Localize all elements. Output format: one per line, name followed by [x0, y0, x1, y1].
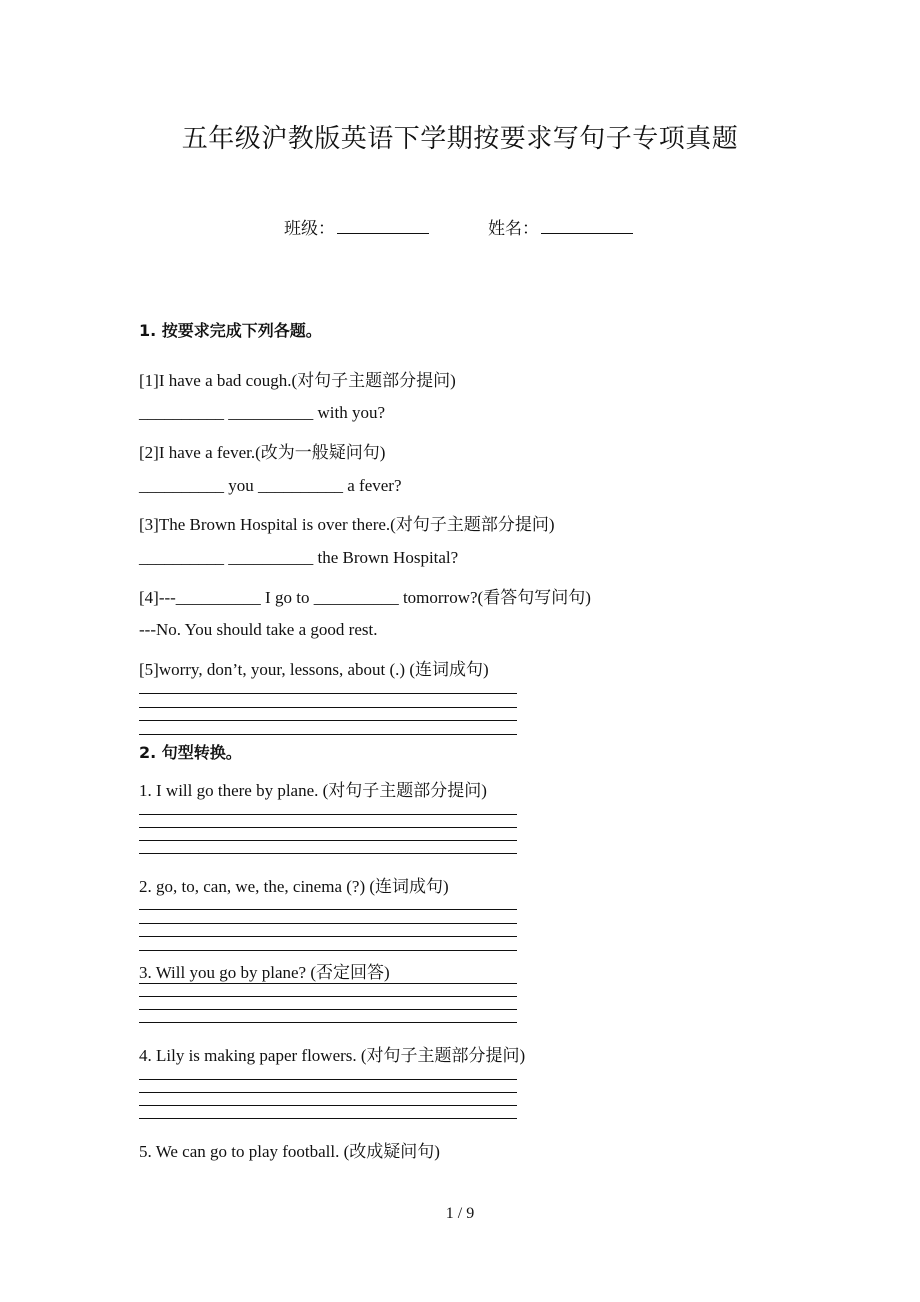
answer-line[interactable]	[139, 923, 517, 924]
answer-line[interactable]	[139, 707, 517, 708]
s1-q4: [4]---__________ I go to __________ tomorrow?(看答句写问句)	[139, 588, 591, 607]
section2-heading: 2. 句型转换。	[139, 743, 242, 762]
s1-q3: [3]The Brown Hospital is over there.(对句子主题部分提问)	[139, 515, 555, 534]
answer-line[interactable]	[139, 853, 517, 854]
s2-q5: 5. We can go to play football. (改成疑问句)	[139, 1142, 440, 1161]
s2-q4: 4. Lily is making paper flowers. (对句子主题部分提问)	[139, 1046, 526, 1065]
s1-a4: ---No. You should take a good rest.	[139, 620, 378, 639]
s1-a2[interactable]: __________ you __________ a fever?	[139, 476, 402, 495]
answer-line[interactable]	[139, 827, 517, 828]
answer-line[interactable]	[139, 1118, 517, 1119]
answer-line[interactable]	[139, 734, 517, 735]
s1-q1: [1]I have a bad cough.(对句子主题部分提问)	[139, 371, 456, 390]
s1-a1[interactable]: __________ __________ with you?	[139, 403, 386, 422]
s1-a3[interactable]: __________ __________ the Brown Hospital?	[139, 548, 459, 567]
s2-q2: 2. go, to, can, we, the, cinema (?) (连词成句)	[139, 877, 449, 896]
s1-q5: [5]worry, don’t, your, lessons, about (.) (连词成句)	[139, 660, 489, 679]
page-number: 1 / 9	[445, 1205, 475, 1222]
name-label: 姓名：	[488, 219, 539, 239]
class-label: 班级：	[284, 219, 335, 239]
class-field	[284, 214, 429, 239]
s1-q2: [2]I have a fever.(改为一般疑问句)	[139, 443, 386, 462]
name-blank[interactable]	[541, 217, 633, 234]
answer-line[interactable]	[139, 1092, 517, 1093]
s2-q3: 3. Will you go by plane? (否定回答)	[139, 963, 390, 982]
name-field	[488, 214, 633, 239]
answer-line[interactable]	[139, 1022, 517, 1023]
answer-line[interactable]	[139, 693, 517, 694]
answer-line[interactable]	[139, 814, 517, 815]
page-title: 五年级沪教版英语下学期按要求写句子专项真题	[181, 124, 739, 154]
answer-line[interactable]	[139, 936, 517, 937]
answer-line[interactable]	[139, 983, 517, 984]
answer-line[interactable]	[139, 720, 517, 721]
answer-line[interactable]	[139, 840, 517, 841]
answer-line[interactable]	[139, 1079, 517, 1080]
section1-heading: 1. 按要求完成下列各题。	[139, 321, 322, 340]
answer-line[interactable]	[139, 996, 517, 997]
answer-line[interactable]	[139, 950, 517, 951]
answer-line[interactable]	[139, 1009, 517, 1010]
s2-q1: 1. I will go there by plane. (对句子主题部分提问)	[139, 781, 487, 800]
class-blank[interactable]	[337, 217, 429, 234]
answer-line[interactable]	[139, 909, 517, 910]
answer-line[interactable]	[139, 1105, 517, 1106]
